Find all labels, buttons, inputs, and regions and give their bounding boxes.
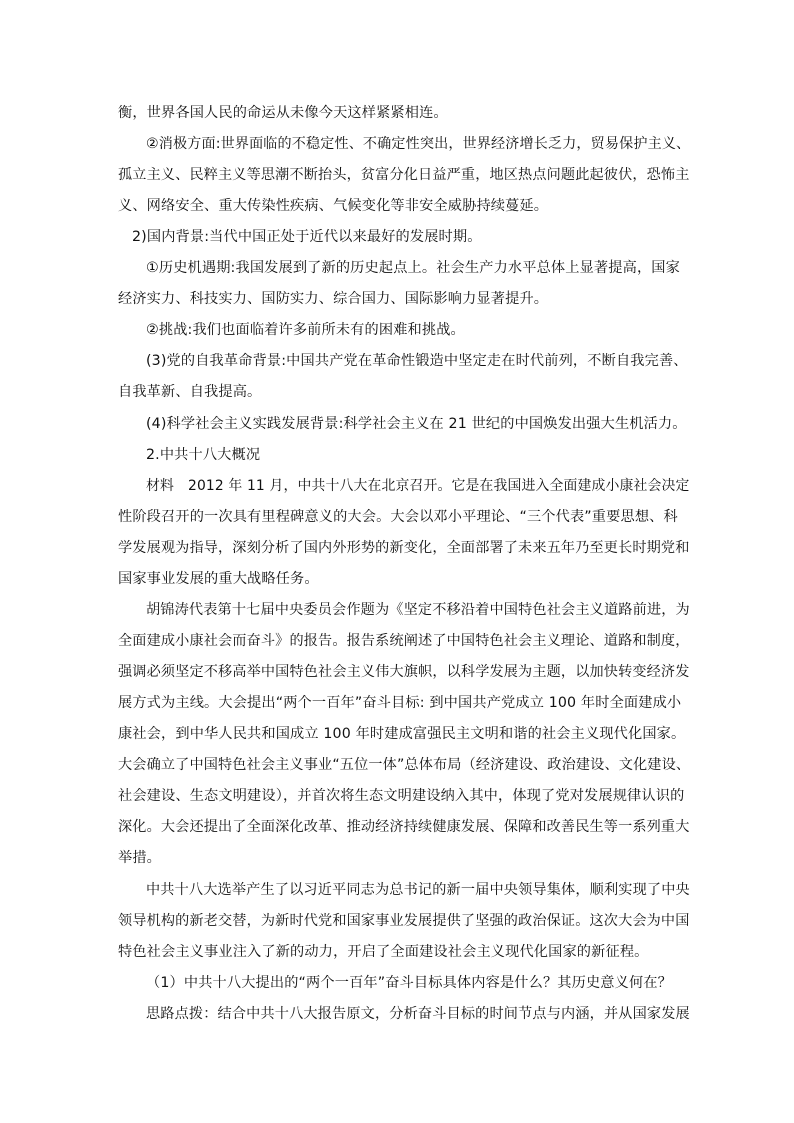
question-line: （1）中共十八大提出的“两个一百年”奋斗目标具体内容是什么？其历史意义何在？ <box>146 975 672 991</box>
text-line: 胡锦涛代表第十七届中央委员会作题为《坚定不移沿着中国特色社会主义道路前进，为 <box>146 602 690 618</box>
text-line: 自我革新、自我提高。 <box>118 384 262 400</box>
text-line: 特色社会主义事业注入了新的动力，开启了全面建设社会主义现代化国家的新征程。 <box>118 944 649 960</box>
text-line: 大会确立了中国特色社会主义事业“五位一体”总体布局（经济建设、政治建设、文化建设、 <box>118 757 691 773</box>
text-line: (3)党的自我革命背景:中国共产党在革命性锻造中坚定走在时代前列，不断自我完善、 <box>146 353 688 369</box>
text-line: 领导机构的新老交替，为新时代党和国家事业发展提供了坚强的政治保证。这次大会为中国 <box>118 913 690 929</box>
text-line: (4)科学社会主义实践发展背景:科学社会主义在 21 世纪的中国焕发出强大生机活力。 <box>146 416 687 432</box>
text-line: 经济实力、科技实力、国防实力、综合国力、国际影响力显著提升。 <box>118 291 549 307</box>
text-line: ②挑战:我们也面临着许多前所未有的困难和挑战。 <box>146 322 465 338</box>
text-line: 国家事业发展的重大战略任务。 <box>118 571 319 587</box>
text-line: ①历史机遇期:我国发展到了新的历史起点上。社会生产力水平总体上显著提高，国家 <box>146 260 680 276</box>
text-line: 中共十八大选举产生了以习近平同志为总书记的新一届中央领导集体，顺利实现了中央 <box>146 882 690 898</box>
text-line: 衡，世界各国人民的命运从未像今天这样紧紧相连。 <box>118 105 448 121</box>
text-line: 康社会，到中华人民共和国成立 100 年时建成富强民主文明和谐的社会主义现代化国家。 <box>118 726 686 742</box>
section-heading: 2.中共十八大概况 <box>146 447 261 463</box>
text-line: 思路点拨：结合中共十八大报告原文，分析奋斗目标的时间节点与内涵，并从国家发展 <box>146 1006 690 1022</box>
text-line: 材料 2012 年 11 月，中共十八大在北京召开。它是在我国进入全面建成小康社会决定 <box>146 478 690 494</box>
text-line: 社会建设、生态文明建设），并首次将生态文明建设纳入其中，体现了党对发展规律认识的 <box>118 788 685 804</box>
text-line: 举措。 <box>118 850 162 866</box>
text-line: 展方式为主线。大会提出“两个一百年”奋斗目标: 到中国共产党成立 100 年时全面建成小 <box>118 695 682 711</box>
text-line: 深化。大会还提出了全面深化改革、推动经济持续健康发展、保障和改善民生等一系列重大 <box>118 819 690 835</box>
text-line: 全面建成小康社会而奋斗》的报告。报告系统阐述了中国特色社会主义理论、道路和制度， <box>118 633 690 649</box>
text-line: 学发展观为指导，深刻分析了国内外形势的新变化，全面部署了未来五年乃至更长时期党和 <box>118 540 690 556</box>
text-line: 性阶段召开的一次具有里程碑意义的大会。大会以邓小平理论、“三个代表”重要思想、科 <box>118 509 678 525</box>
text-line: 孤立主义、民粹主义等思潮不断抬头，贫富分化日益严重，地区热点问题此起彼伏，恐怖主 <box>118 167 690 183</box>
text-line: 义、网络安全、重大传染性疾病、气候变化等非安全威胁持续蔓延。 <box>118 198 549 214</box>
text-line: ②消极方面:世界面临的不稳定性、不确定性突出，世界经济增长乏力，贸易保护主义、 <box>146 136 691 152</box>
text-line: 2)国内背景:当代中国正处于近代以来最好的发展时期。 <box>132 229 482 245</box>
text-line: 强调必须坚定不移高举中国特色社会主义伟大旗帜，以科学发展为主题，以加快转变经济发 <box>118 664 690 680</box>
